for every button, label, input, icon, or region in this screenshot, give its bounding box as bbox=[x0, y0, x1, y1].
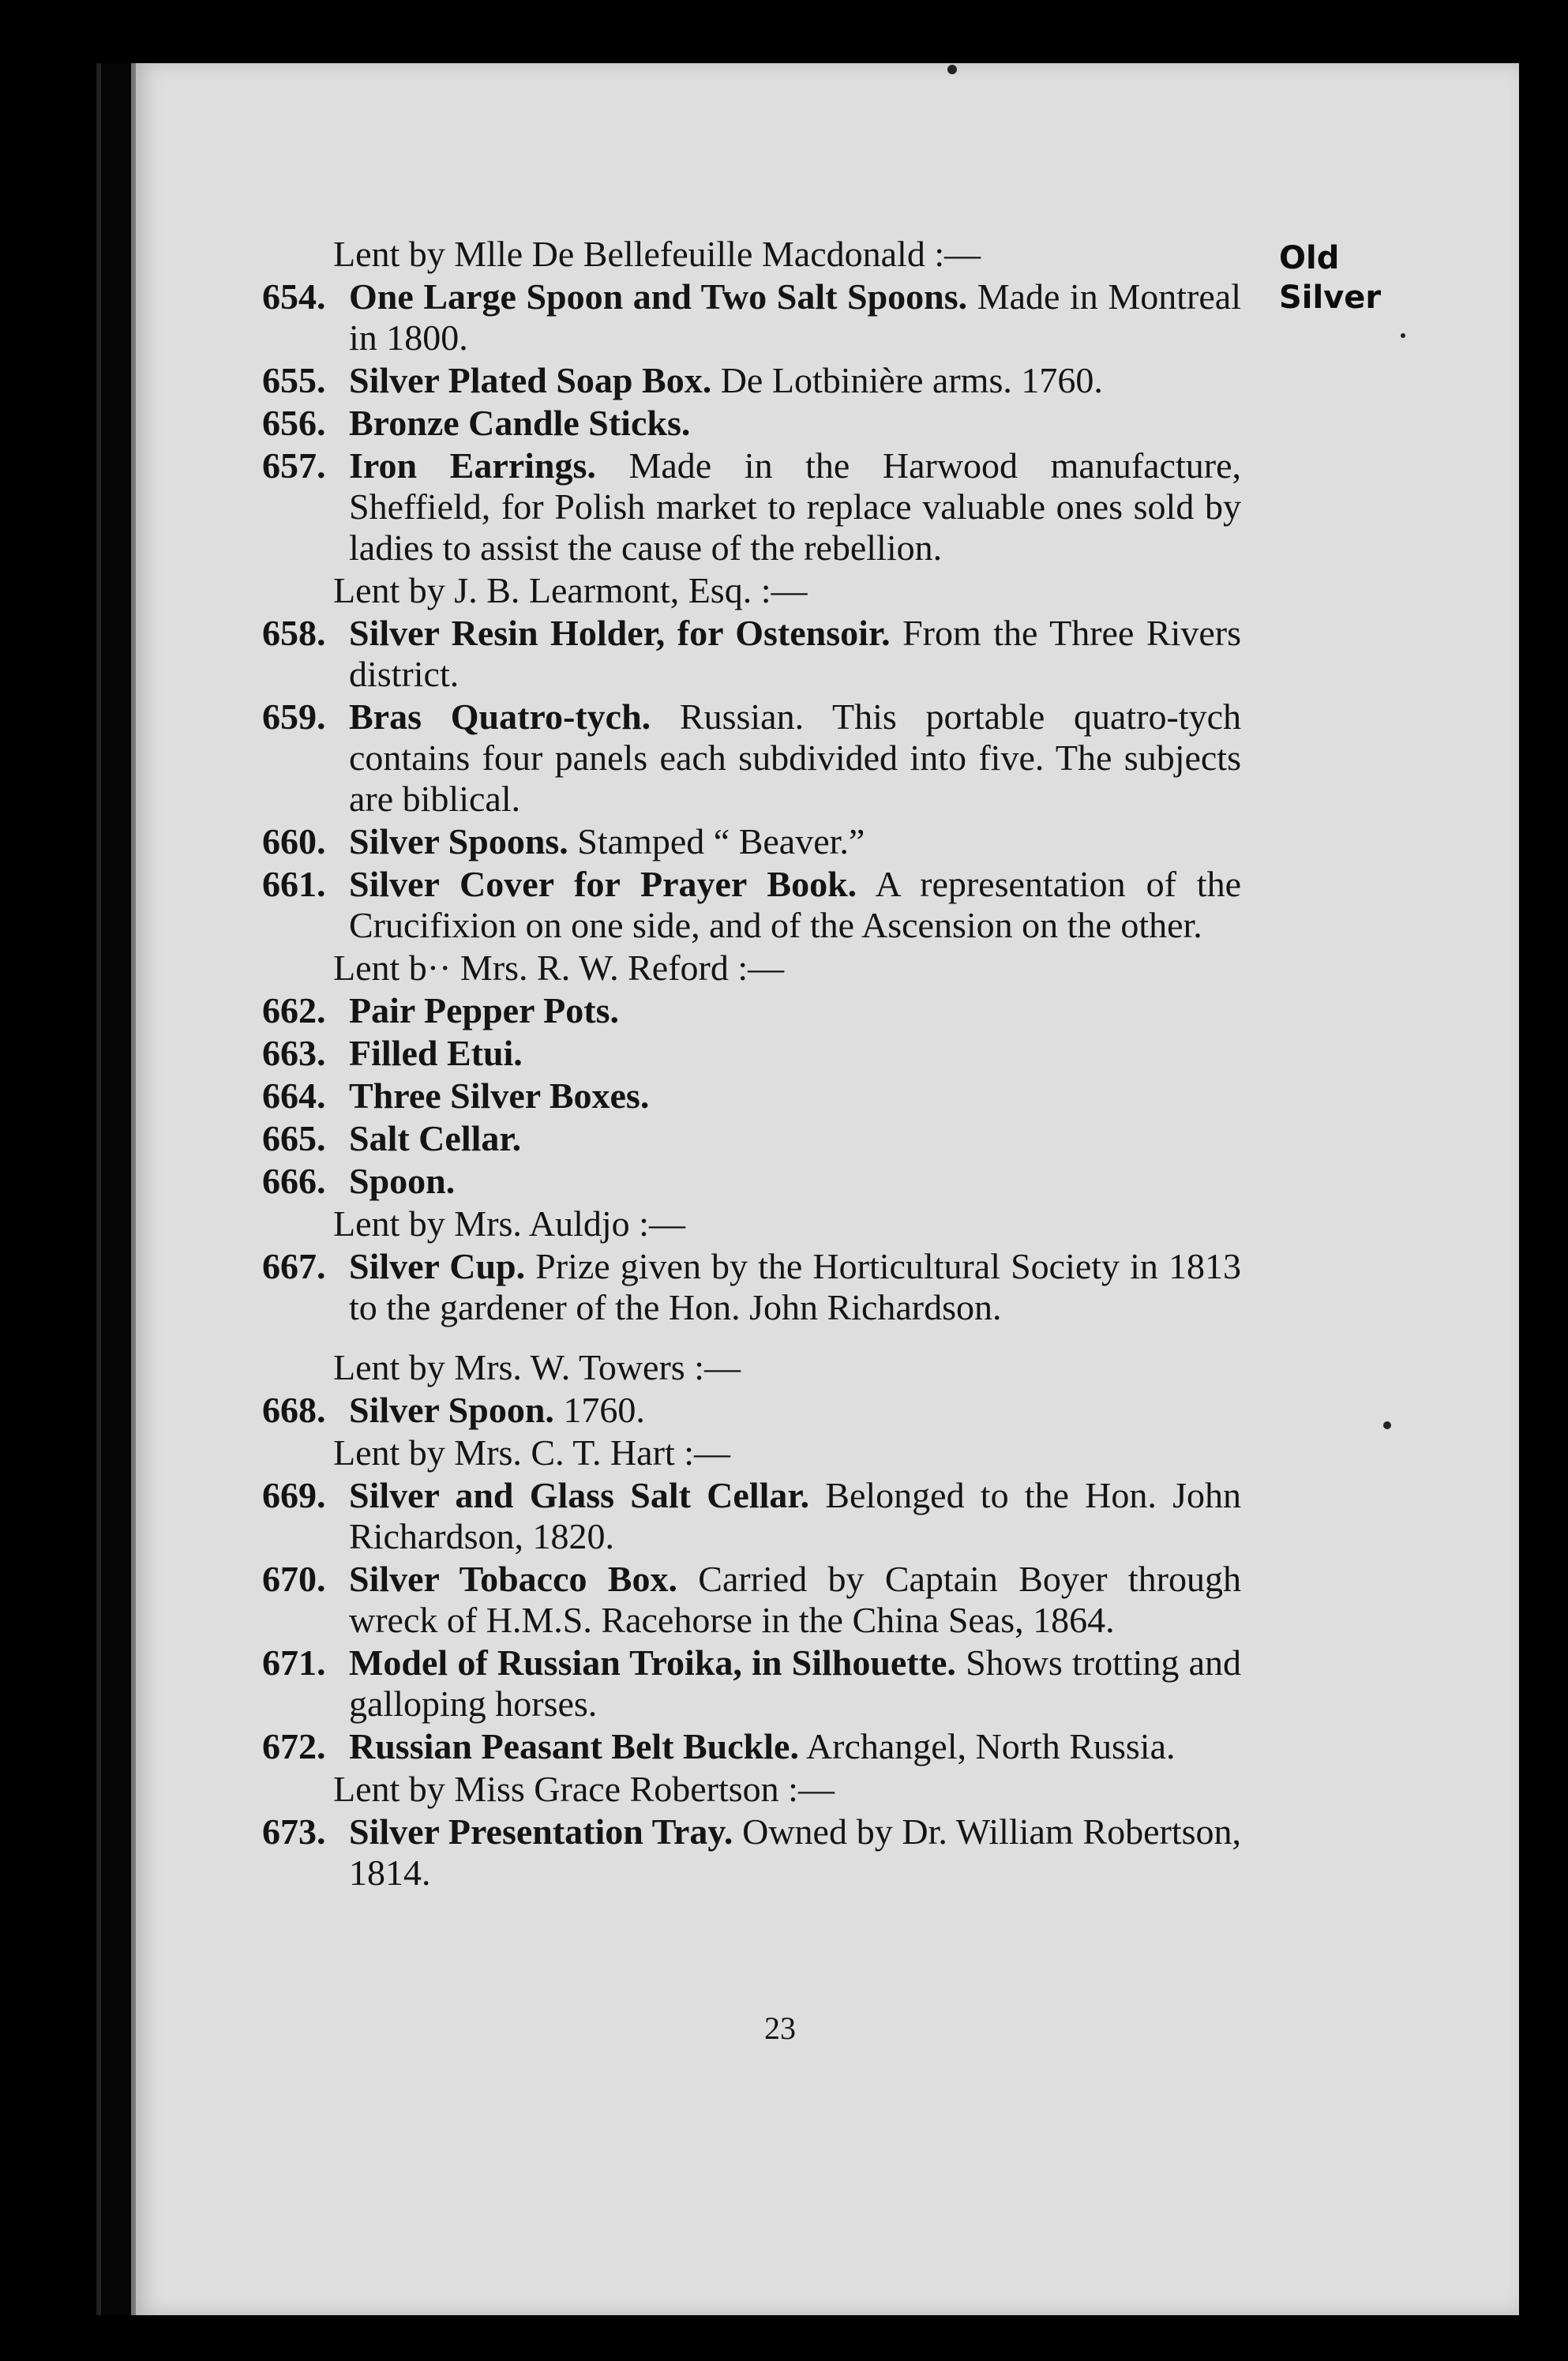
entry-description: 1760. bbox=[553, 1390, 645, 1430]
lender-line: Lent by Mrs. C. T. Hart :— bbox=[333, 1432, 730, 1473]
book-spine bbox=[101, 63, 131, 2315]
entry-number: 658. bbox=[262, 613, 326, 653]
entry-number: 672. bbox=[262, 1726, 326, 1766]
lender-line: Lent by J. B. Learmont, Esq. :— bbox=[333, 570, 808, 610]
entry-title: Silver Cup. bbox=[349, 1246, 526, 1286]
entry-title: Silver Plated Soap Box. bbox=[349, 360, 712, 400]
catalogue-entry bbox=[262, 1118, 1241, 1159]
catalogue-page bbox=[136, 63, 1519, 2315]
entry-number: 667. bbox=[262, 1246, 326, 1286]
entry-title: Russian Peasant Belt Buckle. bbox=[349, 1726, 799, 1766]
catalogue-entry bbox=[262, 360, 1241, 401]
entry-title: Filled Etui. bbox=[349, 1033, 523, 1073]
speck-mark bbox=[1383, 1421, 1391, 1429]
margin-heading-line: Old bbox=[1279, 240, 1340, 276]
catalogue-entry bbox=[262, 276, 1241, 358]
catalogue-entry bbox=[262, 696, 1241, 820]
entry-number: 670. bbox=[262, 1559, 326, 1599]
entry-number: 663. bbox=[262, 1033, 326, 1073]
entry-number: 666. bbox=[262, 1161, 326, 1201]
entry-description: Made in the Harwood manufacture, Sheffield, for Polish market to replace valuable ones sold by ladies to assist the cause of the rebellion. bbox=[349, 445, 1241, 568]
entry-title: Silver Spoon. bbox=[349, 1390, 554, 1430]
catalogue-entry bbox=[262, 1559, 1241, 1641]
lender-line: Lent by Mrs. W. Towers :— bbox=[333, 1347, 741, 1387]
page-number: 23 bbox=[764, 2010, 796, 2046]
entry-description: Belonged to the Hon. John Richardson, 1820. bbox=[349, 1475, 1241, 1556]
entry-title: Spoon. bbox=[349, 1161, 456, 1201]
entry-number: 659. bbox=[262, 696, 326, 737]
entry-title: Iron Earrings. bbox=[349, 445, 596, 486]
lender-line: Lent by Miss Grace Robertson :— bbox=[333, 1769, 835, 1809]
entry-title: Pair Pepper Pots. bbox=[349, 990, 619, 1030]
entry-description: From the Three Rivers district. bbox=[349, 613, 1241, 694]
catalogue-text bbox=[262, 234, 1241, 1895]
entry-number: 669. bbox=[262, 1475, 326, 1515]
catalogue-entry bbox=[262, 1475, 1241, 1557]
catalogue-entry bbox=[262, 864, 1241, 946]
catalogue-entry bbox=[262, 403, 1241, 444]
margin-heading bbox=[1279, 238, 1390, 317]
entry-description: Made in Montreal in 1800. bbox=[349, 276, 1241, 358]
entry-title: One Large Spoon and Two Salt Spoons. bbox=[349, 276, 968, 317]
entry-number: 660. bbox=[262, 821, 326, 861]
entry-number: 656. bbox=[262, 403, 326, 443]
catalogue-entry bbox=[262, 613, 1241, 695]
entry-number: 665. bbox=[262, 1118, 326, 1158]
speck-mark bbox=[947, 65, 957, 74]
entry-description: Owned by Dr. William Robertson, 1814. bbox=[349, 1811, 1241, 1893]
entry-number: 657. bbox=[262, 445, 326, 486]
entry-description: Prize given by the Horticultural Society in 1813 to the gardener of the Hon. John Richardson. bbox=[349, 1246, 1241, 1327]
entry-description: Stamped “ Beaver.” bbox=[568, 821, 865, 861]
entry-number: 673. bbox=[262, 1811, 326, 1852]
entry-number: 664. bbox=[262, 1075, 326, 1116]
speck-mark bbox=[1401, 333, 1405, 338]
catalogue-entry bbox=[262, 1246, 1241, 1328]
entry-title: Silver and Glass Salt Cellar. bbox=[349, 1475, 810, 1515]
entry-number: 671. bbox=[262, 1642, 326, 1683]
entry-number: 668. bbox=[262, 1390, 326, 1430]
entry-number: 655. bbox=[262, 360, 326, 400]
entry-title: Silver Resin Holder, for Ostensoir. bbox=[349, 613, 891, 653]
entry-title: Model of Russian Troika, in Silhouette. bbox=[349, 1642, 956, 1683]
entry-title: Silver Tobacco Box. bbox=[349, 1559, 677, 1599]
catalogue-entry bbox=[262, 1390, 1241, 1431]
catalogue-entry bbox=[262, 1033, 1241, 1074]
entry-description: De Lotbinière arms. 1760. bbox=[711, 360, 1103, 400]
entry-title: Silver Presentation Tray. bbox=[349, 1811, 733, 1852]
catalogue-entry bbox=[262, 821, 1241, 862]
entry-description: Shows trotting and galloping horses. bbox=[349, 1642, 1241, 1724]
catalogue-entry bbox=[262, 1642, 1241, 1725]
entry-description: A representation of the Crucifixion on one side, and of the Ascension on the other. bbox=[349, 864, 1241, 945]
entry-number: 661. bbox=[262, 864, 326, 904]
margin-heading-line: Silver bbox=[1279, 280, 1382, 316]
catalogue-entry bbox=[262, 1075, 1241, 1117]
entry-title: Bras Quatro-tych. bbox=[349, 696, 651, 737]
catalogue-entry bbox=[262, 990, 1241, 1031]
entry-number: 654. bbox=[262, 276, 326, 317]
entry-title: Silver Cover for Prayer Book. bbox=[349, 864, 857, 904]
entry-description: Carried by Captain Boyer through wreck of H.M.S. Racehorse in the China Seas, 1864. bbox=[349, 1559, 1242, 1640]
entry-description: Russian. This portable quatro-tych contains four panels each subdivided into five. The subjects are biblical. bbox=[349, 696, 1242, 819]
lender-line: Lent b·· Mrs. R. W. Reford :— bbox=[333, 948, 785, 988]
catalogue-entry bbox=[262, 1161, 1241, 1202]
entry-title: Bronze Candle Sticks. bbox=[349, 403, 691, 443]
entry-number: 662. bbox=[262, 990, 326, 1030]
entry-description: Archangel, North Russia. bbox=[798, 1726, 1176, 1766]
catalogue-entry bbox=[262, 1811, 1241, 1894]
entry-title: Salt Cellar. bbox=[349, 1118, 522, 1158]
entry-title: Three Silver Boxes. bbox=[349, 1075, 650, 1116]
lender-line: Lent by Mrs. Auldjo :— bbox=[333, 1203, 685, 1244]
catalogue-entry bbox=[262, 1726, 1241, 1767]
catalogue-entry bbox=[262, 445, 1241, 569]
lender-line: Lent by Mlle De Bellefeuille Macdonald :— bbox=[333, 234, 981, 274]
entry-title: Silver Spoons. bbox=[349, 821, 568, 861]
